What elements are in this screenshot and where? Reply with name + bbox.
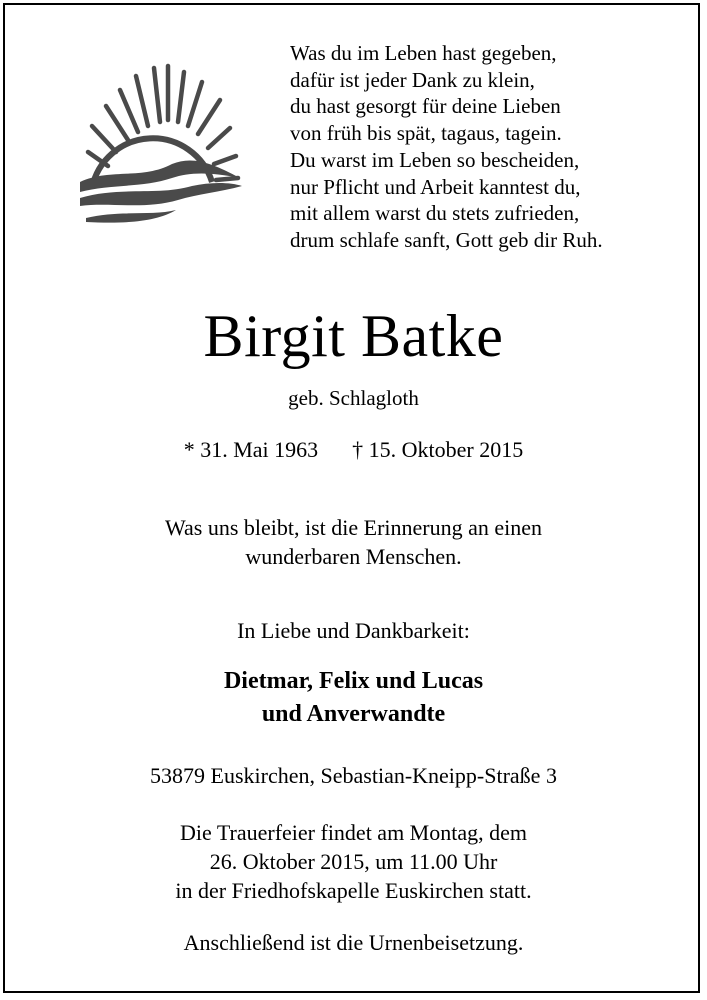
life-dates bbox=[0, 436, 707, 464]
birth-name: geb. Schlagloth bbox=[288, 386, 419, 410]
poem-line: mit allem warst du stets zufrieden, bbox=[290, 201, 580, 226]
poem-line: dafür ist jeder Dank zu klein, bbox=[290, 67, 535, 92]
family-line: und Anverwandte bbox=[261, 701, 446, 727]
poem-line: nur Pflicht und Arbeit kanntest du, bbox=[290, 174, 581, 199]
quote-line: Was uns bleibt, ist die Erinnerung an einen bbox=[164, 515, 543, 540]
sunset-icon bbox=[80, 60, 250, 235]
address: 53879 Euskirchen, Sebastian-Kneipp-Straße 3 bbox=[150, 763, 557, 788]
death-date: † 15. Oktober 2015 bbox=[352, 437, 524, 462]
poem-line: Du warst im Leben so bescheiden, bbox=[290, 147, 580, 172]
memorial-quote bbox=[0, 513, 707, 571]
poem-line: drum schlafe sanft, Gott geb dir Ruh. bbox=[290, 227, 603, 252]
poem-line: du hast gesorgt für deine Lieben bbox=[290, 94, 561, 119]
poem-line: von früh bis spät, tagaus, tagein. bbox=[290, 121, 562, 146]
family-signature bbox=[0, 665, 707, 731]
funeral-info bbox=[0, 818, 707, 905]
family-line: Dietmar, Felix und Lucas bbox=[223, 668, 484, 694]
funeral-line: Die Trauerfeier findet am Montag, dem bbox=[179, 820, 527, 845]
deceased-name: Birgit Batke bbox=[203, 303, 504, 369]
thanks-line: In Liebe und Dankbarkeit: bbox=[237, 618, 470, 643]
quote-line: wunderbaren Menschen. bbox=[245, 544, 462, 569]
urn-burial-note: Anschließend ist die Urnenbeisetzung. bbox=[183, 930, 524, 955]
funeral-line: in der Friedhofskapelle Euskirchen statt. bbox=[175, 878, 532, 903]
poem-line: Was du im Leben hast gegeben, bbox=[290, 41, 557, 65]
funeral-line: 26. Oktober 2015, um 11.00 Uhr bbox=[209, 849, 498, 874]
birth-date: * 31. Mai 1963 bbox=[183, 437, 319, 462]
poem bbox=[290, 40, 603, 254]
